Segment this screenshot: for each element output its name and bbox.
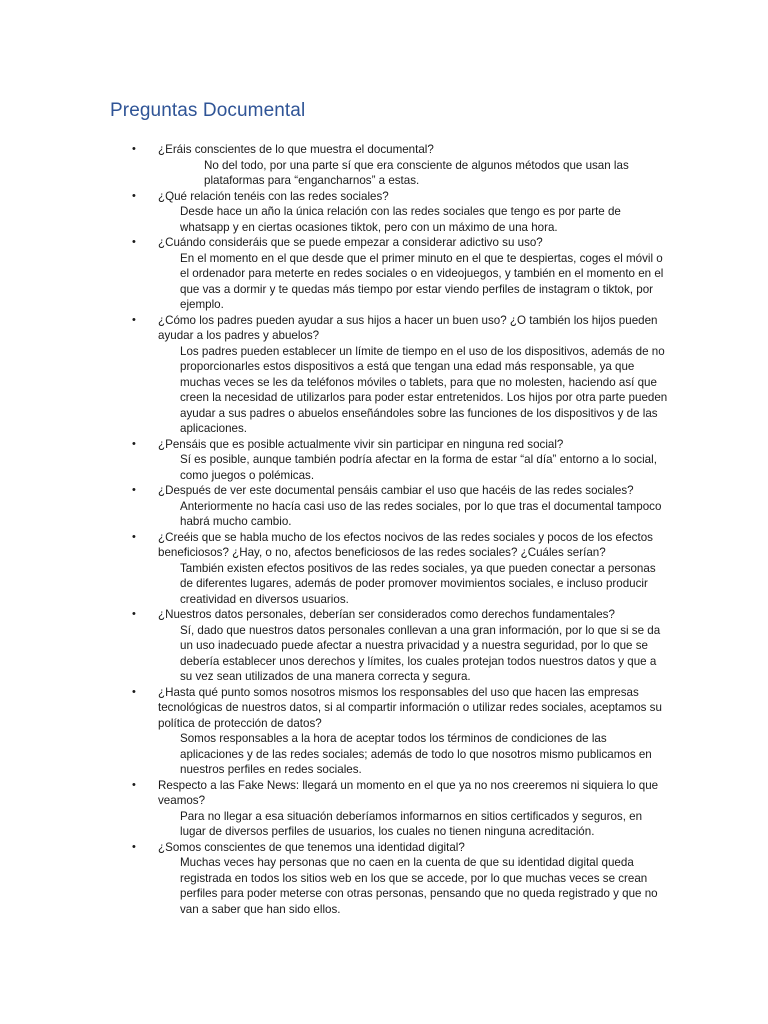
question-text: ¿Qué relación tenéis con las redes sociales? [158,189,389,203]
question-text: ¿Somos conscientes de que tenemos una identidad digital? [158,840,465,854]
question-text: ¿Después de ver este documental pensáis cambiar el uso que hacéis de las redes sociales? [158,484,634,497]
answer-text: Los padres pueden establecer un límite de tiempo en el uso de los dispositivos, además de no proporcionarles estos dispositivos a está que tengan una edad más responsable, ya que muchas veces se les da teléfonos móviles o tablets, para que no molesten, haciendo así que creen la necesidad de utilizarlos para poder estar entretenidos. Los hijos por otra parte pueden ayudar a sus padres o abuelos enseñándoles sobre las funciones de los dispositivos y de las aplicaciones. [180,344,668,435]
answer-text: Sí, dado que nuestros datos personales conllevan a una gran información, por lo que si se da un uso inadecuado puede afectar a nuestra privacidad y a nuestra seguridad, por lo que se debería establecer unos derechos y límites, los cuales protejan todos nuestros datos y que a su vez sean utilizados de una manera correcta y segura. [180,623,661,683]
question-text: ¿Hasta qué punto somos nosotros mismos los responsables del uso que hacen las empresas tecnológicas de nuestros datos, si al compartir información o utilizar redes sociales, aceptamos su política de protección de datos? [158,685,662,730]
list-item [128,607,668,685]
list-item [128,142,668,189]
bullet-icon: • [132,608,136,620]
answer-text: Desde hace un año la única relación con las redes sociales que tengo es por parte de whatsapp y en ciertas ocasiones tiktok, pero con un máximo de una hora. [180,205,621,234]
bullet-icon: • [132,778,136,791]
answer-text: Sí es posible, aunque también podría afectar en la forma de estar “al día” entorno a lo social, como juegos o polémicas. [180,453,657,482]
bullet-icon: • [132,437,136,450]
bullet-icon: • [132,685,136,698]
question-text: ¿Eráis conscientes de lo que muestra el documental? [158,143,434,156]
list-item [128,313,668,437]
list-item [128,530,668,608]
question-text: ¿Nuestros datos personales, deberían ser considerados como derechos fundamentales? [158,608,615,621]
answer-text: Anteriormente no hacía casi uso de las redes sociales, por lo que tras el documental tampoco habrá mucho cambio. [180,499,662,528]
answer-text: Muchas veces hay personas que no caen en la cuenta de que su identidad digital queda registrada en todos los sitios web en los que se accede, por lo que muchas veces se crean perfiles para poder meterse con otras personas, pensando que no queda registrado y que no van a saber que han sido ellos. [180,856,658,916]
list-item [128,778,668,840]
list-item [128,235,668,313]
answer-text: Para no llegar a esa situación deberíamos informarnos en sitios certificados y seguros, en lugar de diversos perfiles de usuarios, los cuales no tienen ninguna acreditación. [180,809,643,838]
question-text: ¿Pensáis que es posible actualmente vivir sin participar en ninguna red social? [158,437,564,451]
answer-text: También existen efectos positivos de las redes sociales, ya que pueden conectar a personas de diferentes lugares, además de poder promover movimientos sociales, e incluso producir creatividad en diversos usuarios. [180,561,656,606]
list-item [128,189,668,236]
bullet-icon: • [132,840,136,853]
answer-text: En el momento en el que desde que el primer minuto en el que te despiertas, coges el móvil o el ordenador para meterte en redes sociales o en videojuegos, y también en el momento en el que vas a dormir y te quedas más tiempo por estar viendo perfiles de instagram o tiktok, por ejemplo. [180,251,664,311]
question-text: ¿Cómo los padres pueden ayudar a sus hijos a hacer un buen uso? ¿O también los hijos pueden ayudar a los padres y abuelos? [158,313,658,342]
list-item [128,685,668,778]
bullet-icon: • [132,484,136,496]
list-item [128,483,668,530]
answer-text: No del todo, por una parte sí que era consciente de algunos métodos que usan las plataformas para “engancharnos” a estas. [204,158,629,187]
bullet-icon: • [132,236,136,248]
question-text: ¿Cuándo consideráis que se puede empezar a considerar adictivo su uso? [158,236,543,249]
list-item [128,437,668,484]
bullet-icon: • [132,313,136,326]
question-text: Respecto a las Fake News: llegará un momento en el que ya no nos creeremos ni siquiera lo que veamos? [158,778,659,807]
question-text: ¿Creéis que se habla mucho de los efectos nocivos de las redes sociales y pocos de los efectos beneficiosos? ¿Hay, o no, afectos beneficiosos de las redes sociales? ¿Cuáles serían? [158,530,653,559]
answer-text: Somos responsables a la hora de aceptar todos los términos de condiciones de las aplicaciones y de las redes sociales; además de todo lo que nosotros mismo publicamos en nuestros perfiles en redes sociales. [180,732,652,776]
page-title: Preguntas Documental [110,100,306,121]
bullet-icon: • [132,189,136,202]
list-item [128,840,668,918]
bullet-icon: • [132,530,136,543]
bullet-icon: • [132,143,136,155]
question-list [128,142,668,917]
